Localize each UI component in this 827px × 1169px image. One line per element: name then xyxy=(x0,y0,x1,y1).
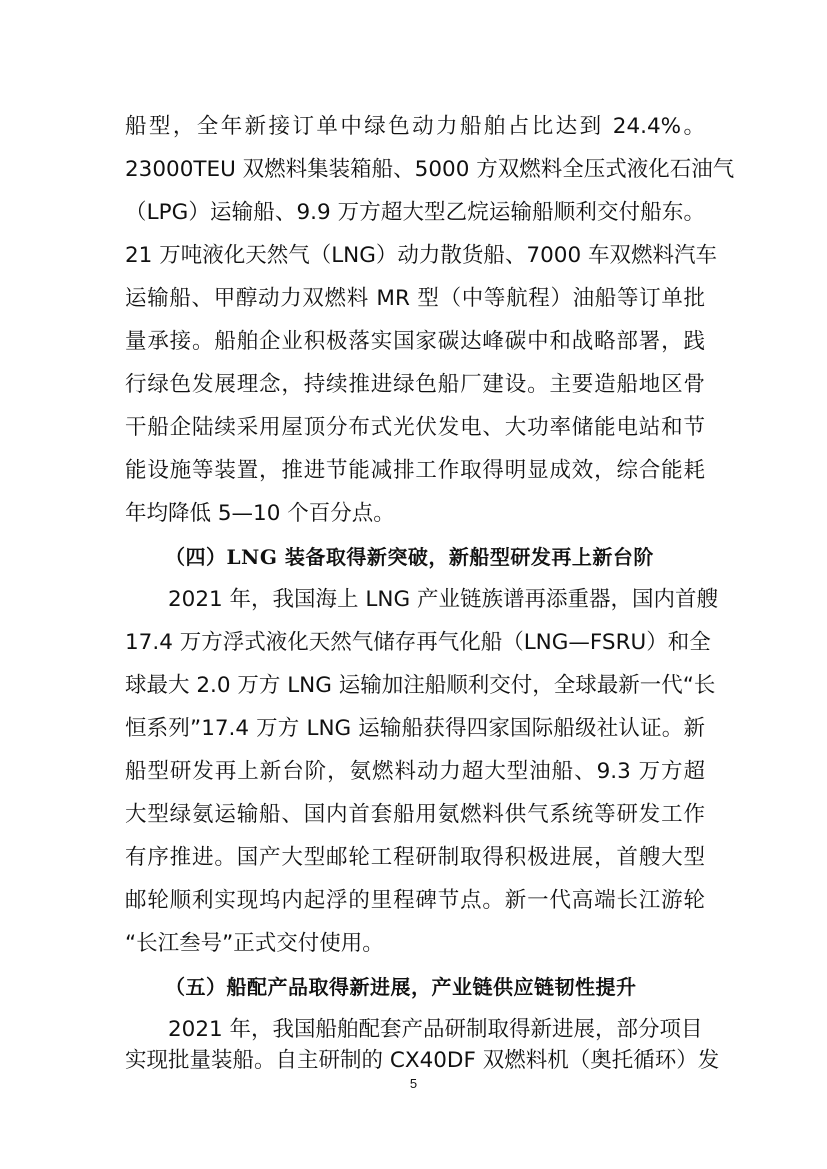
paragraph-1-line-4: 21 万吨液化天然气（LNG）动力散货船、7000 车双燃料汽车 xyxy=(125,243,717,268)
paragraph-2-line-3: 球最大 2.0 万方 LNG 运输加注船顺利交付，全球最新一代“长 xyxy=(125,673,716,698)
paragraph-1-line-2: 23000TEU 双燃料集装箱船、5000 方双燃料全压式液化石油气 xyxy=(125,157,735,182)
paragraph-1-line-1: 船型，全年新接订单中绿色动力船舶占比达到 24.4%。 xyxy=(125,114,705,139)
paragraph-2-line-2: 17.4 万方浮式液化天然气储存再气化船（LNG—FSRU）和全 xyxy=(125,630,711,655)
paragraph-3-line-2: 实现批量装船。自主研制的 CX40DF 双燃料机（奥托循环）发 xyxy=(125,1048,720,1073)
paragraph-1-line-10: 年均降低 5—10 个百分点。 xyxy=(125,501,395,526)
paragraph-2-line-6: 大型绿氨运输船、国内首套船用氨燃料供气系统等研发工作 xyxy=(125,802,705,827)
paragraph-2-line-5: 船型研发再上新台阶，氨燃料动力超大型油船、9.3 万方超 xyxy=(125,759,705,784)
paragraph-2-line-8: 邮轮顺利实现坞内起浮的里程碑节点。新一代高端长江游轮 xyxy=(125,888,705,913)
paragraph-1-line-7: 行绿色发展理念，持续推进绿色船厂建设。主要造船地区骨 xyxy=(125,372,705,397)
paragraph-1-line-5: 运输船、甲醇动力双燃料 MR 型（中等航程）油船等订单批 xyxy=(125,286,705,311)
section-heading-5: （五）船配产品取得新进展，产业链供应链韧性提升 xyxy=(165,975,637,999)
paragraph-2-line-1: 2021 年，我国海上 LNG 产业链族谱再添重器，国内首艘 xyxy=(168,587,718,612)
paragraph-2-line-4: 恒系列”17.4 万方 LNG 运输船获得四家国际船级社认证。新 xyxy=(125,716,705,741)
paragraph-1-line-9: 能设施等装置，推进节能减排工作取得明显成效，综合能耗 xyxy=(125,458,705,483)
paragraph-2-line-9: “长江叁号”正式交付使用。 xyxy=(125,931,384,956)
paragraph-3-line-1: 2021 年，我国船舶配套产品研制取得新进展，部分项目 xyxy=(168,1017,703,1042)
paragraph-2-line-7: 有序推进。国产大型邮轮工程研制取得积极进展，首艘大型 xyxy=(125,845,705,870)
page-number: 5 xyxy=(409,1076,418,1091)
paragraph-1-line-3: （LPG）运输船、9.9 万方超大型乙烷运输船顺利交付船东。 xyxy=(125,200,705,225)
paragraph-1-line-8: 干船企陆续采用屋顶分布式光伏发电、大功率储能电站和节 xyxy=(125,415,705,440)
section-heading-4: （四）LNG 装备取得新突破，新船型研发再上新台阶 xyxy=(165,545,654,569)
paragraph-1-line-6: 量承接。船舶企业积极落实国家碳达峰碳中和战略部署，践 xyxy=(125,329,705,354)
